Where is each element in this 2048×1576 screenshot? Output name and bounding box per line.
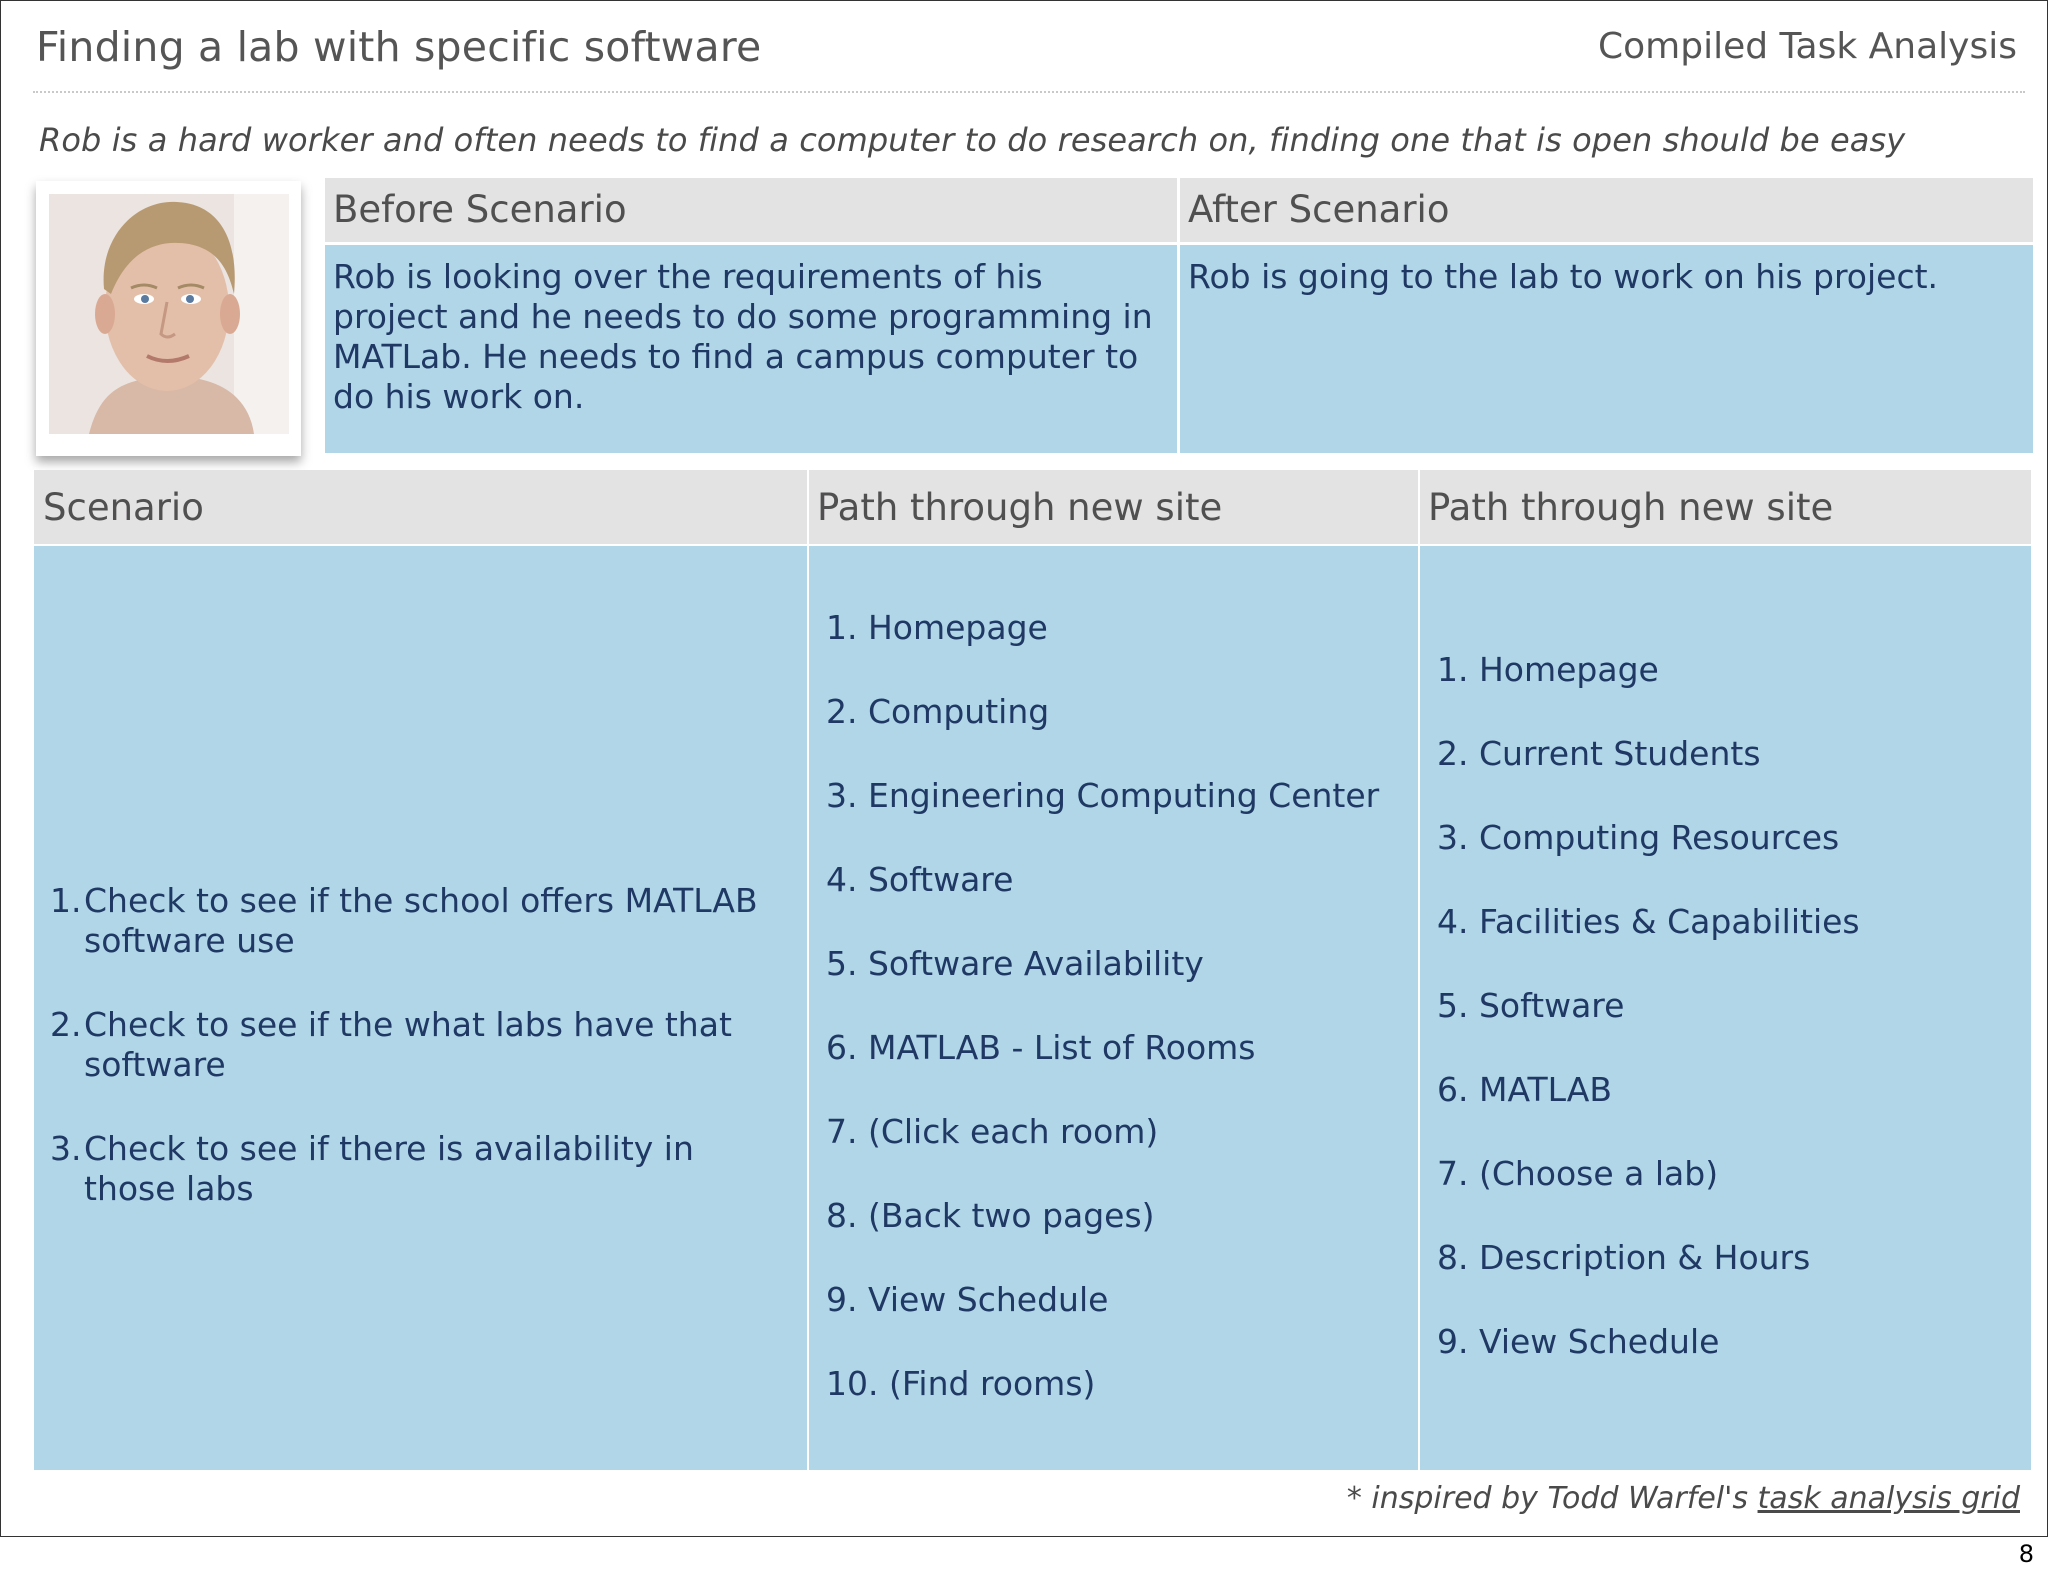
list-item: 2. Computing [826, 692, 1050, 731]
page-title: Finding a lab with specific software [36, 23, 762, 71]
list-item: 9. View Schedule [1437, 1322, 1720, 1361]
persona-photo-frame [36, 181, 301, 456]
path-1-header: Path through new site [809, 470, 1418, 544]
step-number: 2. [50, 1005, 82, 1044]
list-item: 3. Computing Resources [1437, 818, 1840, 857]
footer-credit [1347, 1481, 2020, 1516]
after-scenario-header: After Scenario [1180, 178, 2033, 242]
list-item [50, 1005, 790, 1085]
list-item: 1. Homepage [826, 608, 1048, 647]
list-item: 3. Engineering Computing Center [826, 776, 1380, 815]
list-item: 9. View Schedule [826, 1280, 1109, 1319]
list-item: 5. Software Availability [826, 944, 1204, 983]
list-item: 4. Software [826, 860, 1014, 899]
list-item: 4. Facilities & Capabilities [1437, 902, 1860, 941]
task-analysis-grid-link[interactable]: task analysis grid [1757, 1481, 2020, 1516]
step-text: Check to see if the what labs have that software [84, 1005, 732, 1084]
path-1-steps-list [826, 608, 1379, 1448]
scenario-steps-list [50, 881, 790, 1253]
list-item: 6. MATLAB [1437, 1070, 1612, 1109]
step-number: 3. [50, 1129, 82, 1168]
scenario-column [34, 546, 807, 1470]
divider [33, 91, 2025, 93]
scenario-header: Scenario [34, 470, 807, 544]
footer-credit-text: * inspired by Todd Warfel's [1346, 1481, 1758, 1516]
section-title: Compiled Task Analysis [1598, 26, 2017, 67]
list-item: 8. Description & Hours [1437, 1238, 1811, 1277]
path-1-column [809, 546, 1418, 1470]
list-item: 2. Current Students [1437, 734, 1761, 773]
step-text: Check to see if the school offers MATLAB software use [84, 881, 758, 960]
step-text: Check to see if there is availability in those labs [84, 1129, 694, 1208]
path-2-header: Path through new site [1420, 470, 2031, 544]
before-scenario-header: Before Scenario [325, 178, 1177, 242]
list-item: 5. Software [1437, 986, 1625, 1025]
list-item [50, 881, 790, 961]
path-2-steps-list [1437, 650, 1860, 1406]
person-portrait-icon [49, 194, 289, 434]
list-item: 6. MATLAB - List of Rooms [826, 1028, 1256, 1067]
list-item: 8. (Back two pages) [826, 1196, 1155, 1235]
after-scenario-text: Rob is going to the lab to work on his project. [1180, 245, 2033, 453]
list-item: 7. (Choose a lab) [1437, 1154, 1719, 1193]
path-2-column [1420, 546, 2031, 1470]
persona-summary: Rob is a hard worker and often needs to find a computer to do research on, finding one that is open should be easy [39, 121, 1906, 159]
list-item: 7. (Click each room) [826, 1112, 1159, 1151]
step-number: 1. [50, 881, 82, 920]
before-scenario-text: Rob is looking over the requirements of his project and he needs to do some programming in MATLab. He needs to find a campus computer to do his work on. [325, 245, 1177, 453]
page-number: 8 [2018, 1540, 2034, 1568]
list-item [50, 1129, 790, 1209]
list-item: 1. Homepage [1437, 650, 1659, 689]
list-item: 10. (Find rooms) [826, 1364, 1096, 1403]
